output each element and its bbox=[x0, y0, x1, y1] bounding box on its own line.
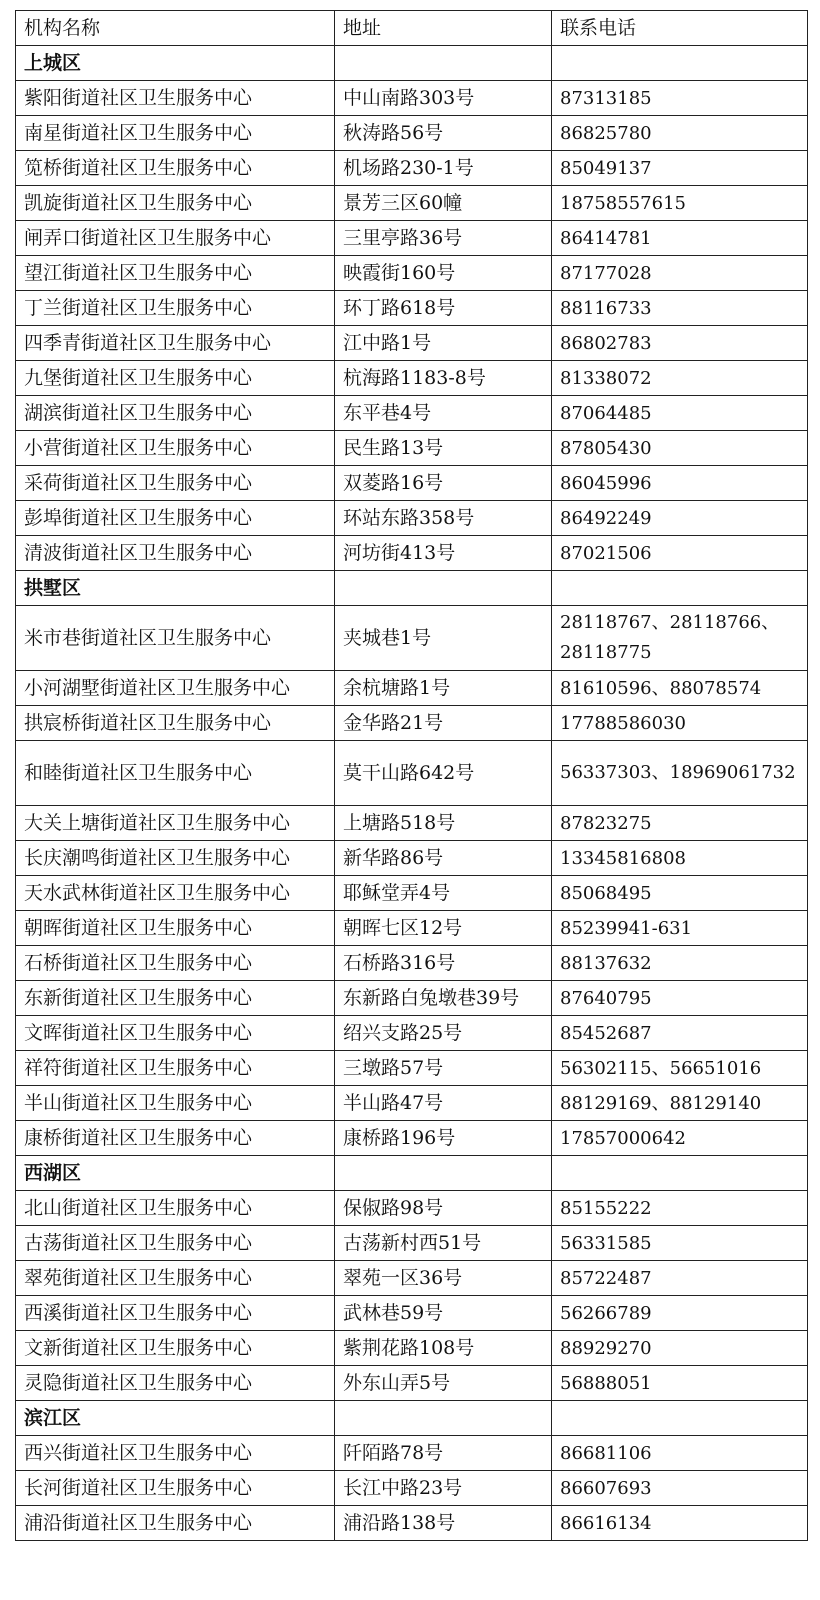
center-address: 康桥路196号 bbox=[335, 1121, 552, 1156]
center-name: 丁兰街道社区卫生服务中心 bbox=[16, 291, 335, 326]
center-address: 长江中路23号 bbox=[335, 1471, 552, 1506]
center-phone: 86607693 bbox=[552, 1471, 808, 1506]
center-name: 小河湖墅街道社区卫生服务中心 bbox=[16, 671, 335, 706]
center-phone: 87313185 bbox=[552, 81, 808, 116]
center-name: 康桥街道社区卫生服务中心 bbox=[16, 1121, 335, 1156]
district-row bbox=[16, 1156, 808, 1191]
center-phone: 56302115、56651016 bbox=[552, 1051, 808, 1086]
center-address: 保俶路98号 bbox=[335, 1191, 552, 1226]
table-row bbox=[16, 256, 808, 291]
center-name: 西溪街道社区卫生服务中心 bbox=[16, 1296, 335, 1331]
center-name: 文晖街道社区卫生服务中心 bbox=[16, 1016, 335, 1051]
table-row bbox=[16, 1086, 808, 1121]
center-address: 机场路230-1号 bbox=[335, 151, 552, 186]
center-name: 清波街道社区卫生服务中心 bbox=[16, 536, 335, 571]
center-address: 夹城巷1号 bbox=[335, 606, 552, 671]
empty-cell bbox=[335, 46, 552, 81]
center-address: 河坊街413号 bbox=[335, 536, 552, 571]
center-address: 双菱路16号 bbox=[335, 466, 552, 501]
table-row bbox=[16, 606, 808, 671]
center-address: 映霞街160号 bbox=[335, 256, 552, 291]
center-address: 耶稣堂弄4号 bbox=[335, 876, 552, 911]
center-phone: 86802783 bbox=[552, 326, 808, 361]
center-phone: 87640795 bbox=[552, 981, 808, 1016]
table-row bbox=[16, 1506, 808, 1541]
table-row bbox=[16, 706, 808, 741]
center-name: 笕桥街道社区卫生服务中心 bbox=[16, 151, 335, 186]
center-name: 凯旋街道社区卫生服务中心 bbox=[16, 186, 335, 221]
district-row bbox=[16, 571, 808, 606]
table-row bbox=[16, 671, 808, 706]
empty-cell bbox=[335, 1401, 552, 1436]
table-row bbox=[16, 501, 808, 536]
district-name: 西湖区 bbox=[16, 1156, 335, 1191]
center-phone: 86492249 bbox=[552, 501, 808, 536]
center-address: 绍兴支路25号 bbox=[335, 1016, 552, 1051]
center-name: 灵隐街道社区卫生服务中心 bbox=[16, 1366, 335, 1401]
table-row bbox=[16, 1226, 808, 1261]
table-row bbox=[16, 466, 808, 501]
center-name: 小营街道社区卫生服务中心 bbox=[16, 431, 335, 466]
center-address: 江中路1号 bbox=[335, 326, 552, 361]
district-row bbox=[16, 46, 808, 81]
center-phone: 87064485 bbox=[552, 396, 808, 431]
table-row bbox=[16, 431, 808, 466]
center-phone: 86825780 bbox=[552, 116, 808, 151]
center-name: 浦沿街道社区卫生服务中心 bbox=[16, 1506, 335, 1541]
center-phone: 56337303、18969061732 bbox=[552, 741, 808, 806]
center-address: 金华路21号 bbox=[335, 706, 552, 741]
center-address: 东平巷4号 bbox=[335, 396, 552, 431]
center-phone: 88116733 bbox=[552, 291, 808, 326]
table-row bbox=[16, 1471, 808, 1506]
center-phone: 13345816808 bbox=[552, 841, 808, 876]
center-name: 长庆潮鸣街道社区卫生服务中心 bbox=[16, 841, 335, 876]
table-row bbox=[16, 741, 808, 806]
district-row bbox=[16, 1401, 808, 1436]
center-address: 紫荆花路108号 bbox=[335, 1331, 552, 1366]
header-phone: 联系电话 bbox=[552, 11, 808, 46]
center-name: 古荡街道社区卫生服务中心 bbox=[16, 1226, 335, 1261]
table-row bbox=[16, 1121, 808, 1156]
center-address: 浦沿路138号 bbox=[335, 1506, 552, 1541]
table-row bbox=[16, 291, 808, 326]
center-phone: 85722487 bbox=[552, 1261, 808, 1296]
empty-cell bbox=[335, 1156, 552, 1191]
center-phone: 85452687 bbox=[552, 1016, 808, 1051]
table-row bbox=[16, 186, 808, 221]
center-phone: 81610596、88078574 bbox=[552, 671, 808, 706]
center-name: 东新街道社区卫生服务中心 bbox=[16, 981, 335, 1016]
center-phone: 86045996 bbox=[552, 466, 808, 501]
empty-cell bbox=[335, 571, 552, 606]
table-row bbox=[16, 116, 808, 151]
table-row bbox=[16, 1191, 808, 1226]
center-address: 武林巷59号 bbox=[335, 1296, 552, 1331]
center-address: 景芳三区60幢 bbox=[335, 186, 552, 221]
center-address: 中山南路303号 bbox=[335, 81, 552, 116]
center-name: 拱宸桥街道社区卫生服务中心 bbox=[16, 706, 335, 741]
table-row bbox=[16, 1016, 808, 1051]
empty-cell bbox=[552, 46, 808, 81]
center-address: 上塘路518号 bbox=[335, 806, 552, 841]
center-phone: 88129169、88129140 bbox=[552, 1086, 808, 1121]
center-address: 朝晖七区12号 bbox=[335, 911, 552, 946]
center-name: 朝晖街道社区卫生服务中心 bbox=[16, 911, 335, 946]
center-name: 和睦街道社区卫生服务中心 bbox=[16, 741, 335, 806]
table-row bbox=[16, 1261, 808, 1296]
center-phone: 86616134 bbox=[552, 1506, 808, 1541]
center-address: 莫干山路642号 bbox=[335, 741, 552, 806]
center-name: 采荷街道社区卫生服务中心 bbox=[16, 466, 335, 501]
center-phone: 87177028 bbox=[552, 256, 808, 291]
center-name: 四季青街道社区卫生服务中心 bbox=[16, 326, 335, 361]
table-row bbox=[16, 946, 808, 981]
header-name: 机构名称 bbox=[16, 11, 335, 46]
table-row bbox=[16, 221, 808, 256]
center-address: 秋涛路56号 bbox=[335, 116, 552, 151]
health-center-table bbox=[15, 10, 808, 1541]
center-name: 西兴街道社区卫生服务中心 bbox=[16, 1436, 335, 1471]
center-phone: 28118767、28118766、28118775 bbox=[552, 606, 808, 671]
center-phone: 85049137 bbox=[552, 151, 808, 186]
empty-cell bbox=[552, 571, 808, 606]
center-address: 石桥路316号 bbox=[335, 946, 552, 981]
center-address: 环站东路358号 bbox=[335, 501, 552, 536]
table-row bbox=[16, 806, 808, 841]
center-address: 民生路13号 bbox=[335, 431, 552, 466]
center-phone: 17788586030 bbox=[552, 706, 808, 741]
district-name: 拱墅区 bbox=[16, 571, 335, 606]
center-address: 余杭塘路1号 bbox=[335, 671, 552, 706]
center-address: 新华路86号 bbox=[335, 841, 552, 876]
table-row bbox=[16, 1436, 808, 1471]
center-name: 紫阳街道社区卫生服务中心 bbox=[16, 81, 335, 116]
center-name: 长河街道社区卫生服务中心 bbox=[16, 1471, 335, 1506]
center-phone: 86414781 bbox=[552, 221, 808, 256]
empty-cell bbox=[552, 1401, 808, 1436]
table-row bbox=[16, 326, 808, 361]
center-name: 文新街道社区卫生服务中心 bbox=[16, 1331, 335, 1366]
table-row bbox=[16, 536, 808, 571]
center-name: 翠苑街道社区卫生服务中心 bbox=[16, 1261, 335, 1296]
center-address: 东新路白兔墩巷39号 bbox=[335, 981, 552, 1016]
center-phone: 87021506 bbox=[552, 536, 808, 571]
district-name: 滨江区 bbox=[16, 1401, 335, 1436]
table-row bbox=[16, 81, 808, 116]
center-name: 米市巷街道社区卫生服务中心 bbox=[16, 606, 335, 671]
center-phone: 86681106 bbox=[552, 1436, 808, 1471]
center-address: 半山路47号 bbox=[335, 1086, 552, 1121]
center-address: 三里亭路36号 bbox=[335, 221, 552, 256]
center-name: 石桥街道社区卫生服务中心 bbox=[16, 946, 335, 981]
center-phone: 85155222 bbox=[552, 1191, 808, 1226]
center-name: 彭埠街道社区卫生服务中心 bbox=[16, 501, 335, 536]
center-phone: 88929270 bbox=[552, 1331, 808, 1366]
center-name: 南星街道社区卫生服务中心 bbox=[16, 116, 335, 151]
table-row bbox=[16, 1296, 808, 1331]
center-phone: 56266789 bbox=[552, 1296, 808, 1331]
center-phone: 81338072 bbox=[552, 361, 808, 396]
table-row bbox=[16, 1366, 808, 1401]
center-phone: 56888051 bbox=[552, 1366, 808, 1401]
center-address: 环丁路618号 bbox=[335, 291, 552, 326]
table-row bbox=[16, 361, 808, 396]
center-name: 九堡街道社区卫生服务中心 bbox=[16, 361, 335, 396]
table-row bbox=[16, 151, 808, 186]
table-row bbox=[16, 841, 808, 876]
center-phone: 85239941-631 bbox=[552, 911, 808, 946]
center-name: 祥符街道社区卫生服务中心 bbox=[16, 1051, 335, 1086]
center-name: 天水武林街道社区卫生服务中心 bbox=[16, 876, 335, 911]
center-phone: 87805430 bbox=[552, 431, 808, 466]
table-row bbox=[16, 1331, 808, 1366]
center-phone: 87823275 bbox=[552, 806, 808, 841]
center-address: 三墩路57号 bbox=[335, 1051, 552, 1086]
table-row bbox=[16, 911, 808, 946]
center-name: 望江街道社区卫生服务中心 bbox=[16, 256, 335, 291]
center-address: 翠苑一区36号 bbox=[335, 1261, 552, 1296]
header-address: 地址 bbox=[335, 11, 552, 46]
table-row bbox=[16, 1051, 808, 1086]
center-phone: 56331585 bbox=[552, 1226, 808, 1261]
center-phone: 85068495 bbox=[552, 876, 808, 911]
center-address: 外东山弄5号 bbox=[335, 1366, 552, 1401]
center-address: 阡陌路78号 bbox=[335, 1436, 552, 1471]
header-row bbox=[16, 11, 808, 46]
center-name: 半山街道社区卫生服务中心 bbox=[16, 1086, 335, 1121]
center-phone: 17857000642 bbox=[552, 1121, 808, 1156]
center-name: 湖滨街道社区卫生服务中心 bbox=[16, 396, 335, 431]
district-name: 上城区 bbox=[16, 46, 335, 81]
table-row bbox=[16, 981, 808, 1016]
center-name: 大关上塘街道社区卫生服务中心 bbox=[16, 806, 335, 841]
empty-cell bbox=[552, 1156, 808, 1191]
center-phone: 88137632 bbox=[552, 946, 808, 981]
table-body bbox=[16, 11, 808, 1541]
table-row bbox=[16, 876, 808, 911]
center-name: 闸弄口街道社区卫生服务中心 bbox=[16, 221, 335, 256]
center-name: 北山街道社区卫生服务中心 bbox=[16, 1191, 335, 1226]
center-address: 古荡新村西51号 bbox=[335, 1226, 552, 1261]
center-address: 杭海路1183-8号 bbox=[335, 361, 552, 396]
table-row bbox=[16, 396, 808, 431]
center-phone: 18758557615 bbox=[552, 186, 808, 221]
